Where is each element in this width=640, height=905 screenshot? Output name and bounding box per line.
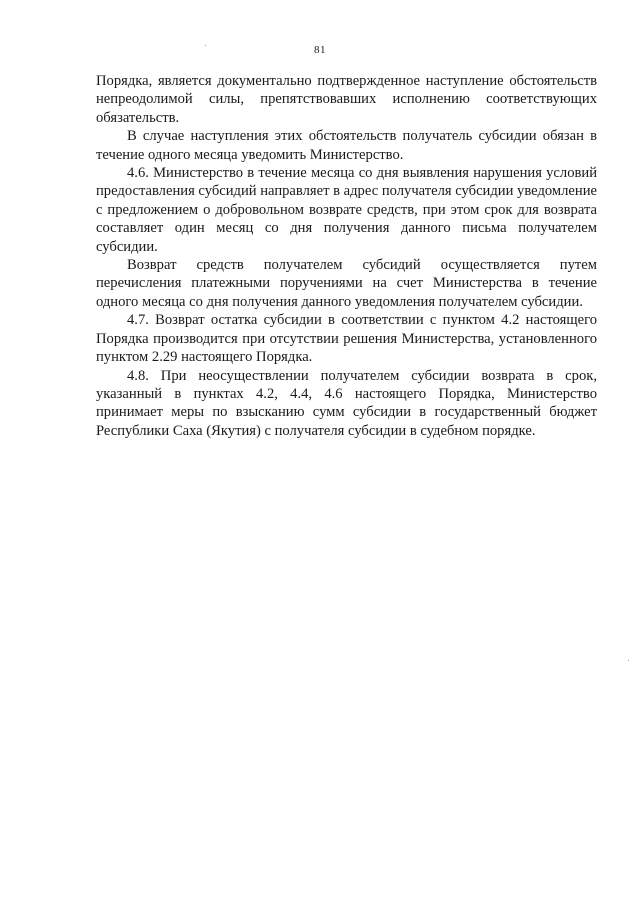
paragraph-refund-method: Возврат средств получателем субсидий осуществляется путем перечисления платежными поручениями на счет Министерства в течение одного месяца со дня получения данного уведомления получателем субсидии. <box>96 257 597 310</box>
scan-speck-right <box>628 660 629 661</box>
document-body <box>96 72 597 440</box>
paragraph-4-8: 4.8. При неосуществлении получателем субсидии возврата в срок, указанный в пунктах 4.2, 4.4, 4.6 настоящего Порядка, Министерство принимает меры по взысканию сумм субсидии в государственный бюджет Республики Саха (Якутия) с получателя субсидии в судебном порядке. <box>96 367 597 439</box>
page-number: 81 <box>314 44 326 56</box>
paragraph-notification: В случае наступления этих обстоятельств получатель субсидии обязан в течение одного месяца уведомить Министерство. <box>96 128 597 163</box>
paragraph-continuation: Порядка, является документально подтвержденное наступление обстоятельств непреодолимой силы, препятствовавших исполнению соответствующих обязательств. <box>96 73 597 126</box>
paragraph-4-7: 4.7. Возврат остатка субсидии в соответствии с пунктом 4.2 настоящего Порядка производится при отсутствии решения Министерства, установленного пунктом 2.29 настоящего Порядка. <box>96 312 597 366</box>
paragraph-4-6: 4.6. Министерство в течение месяца со дня выявления нарушения условий предоставления субсидий направляет в адрес получателя субсидии уведомление с предложением о добровольном возврате средств, при этом срок для возврата составляет один месяц со дня получения данного письма получателем субсидии. <box>96 165 597 255</box>
